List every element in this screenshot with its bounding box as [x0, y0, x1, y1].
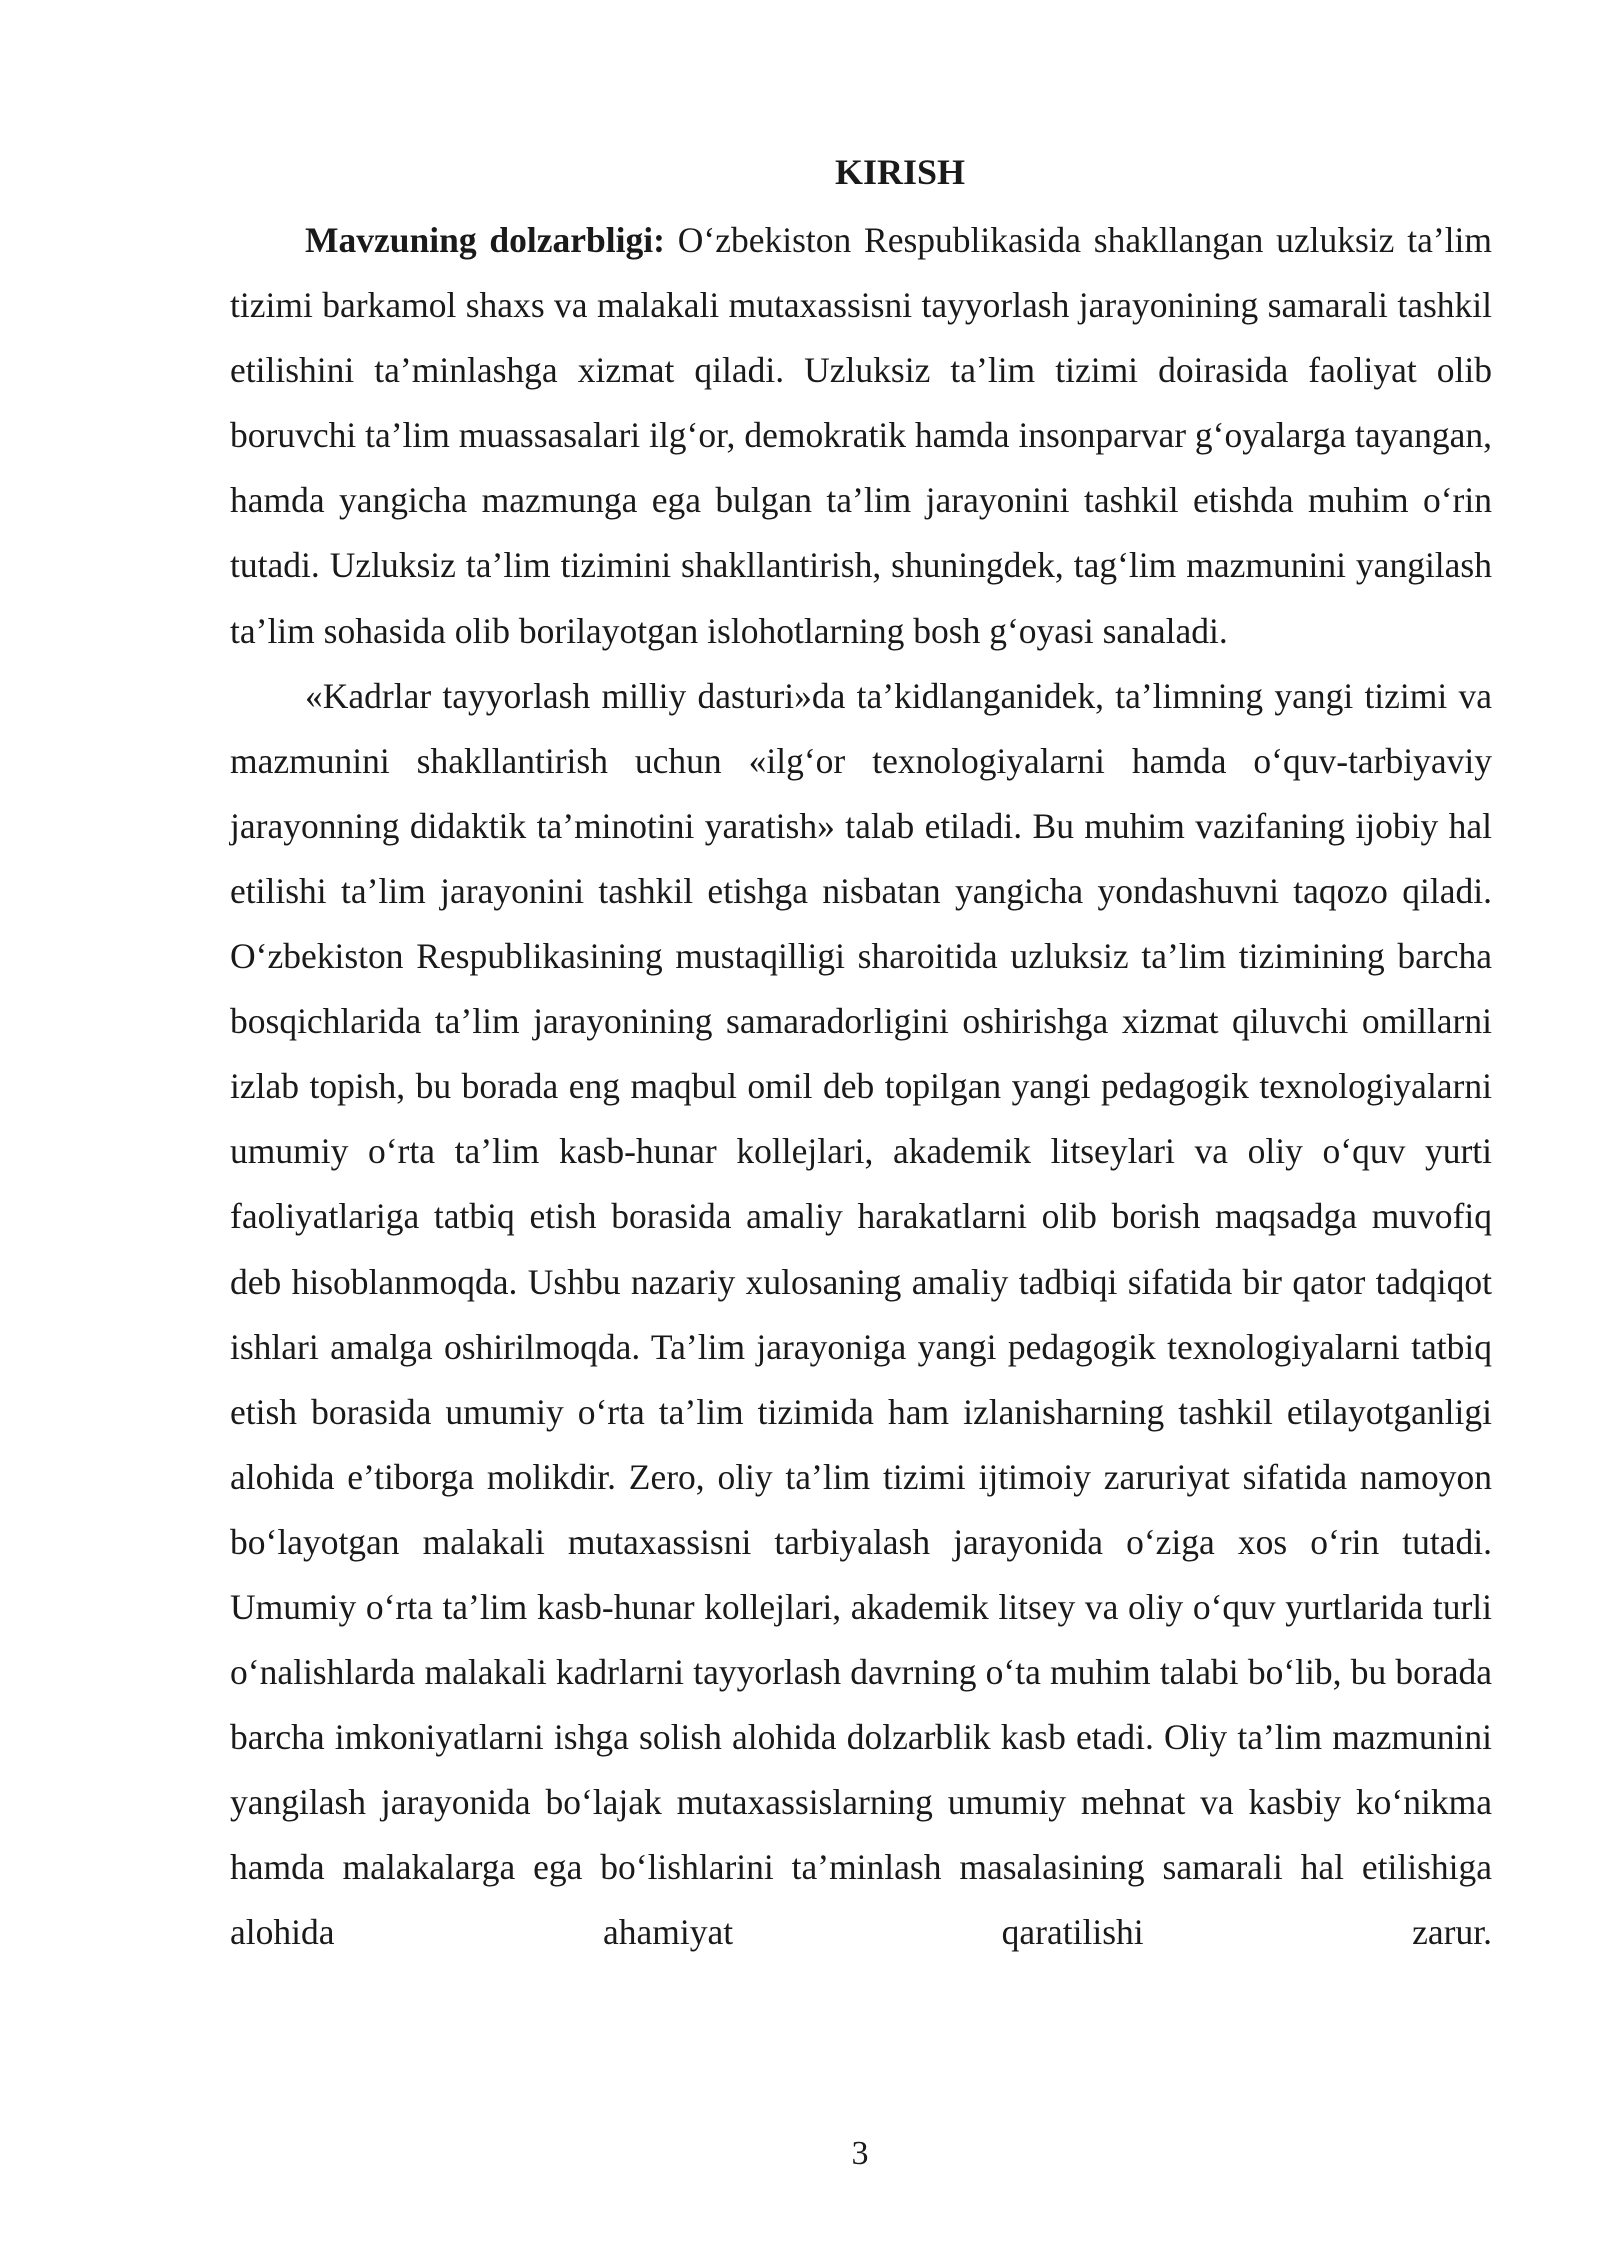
paragraph-text: O‘zbekiston Respublikasida shakllangan uzluksiz ta’lim tizimi barkamol shaxs va malakali mutaxassisni tayyorlash jarayonining samarali tashkil etilishini ta’minlashga xizmat qiladi. Uzluksiz ta’lim tizimi doirasida faoliyat olib boruvchi ta’lim muassasalari ilg‘or, demokratik hamda insonparvar g‘oyalarga tayangan, hamda yangicha mazmunga ega bulgan ta’lim jarayonini tashkil etishda muhim o‘rin tutadi. Uzluksiz ta’lim tizimini shakllantirish, shuningdek, tag‘lim mazmunini yangilash ta’lim sohasida olib borilayotgan islohotlarning bosh g‘oyasi sanaladi.	[230, 220, 1492, 651]
page-number: 3	[851, 2135, 869, 2172]
paragraph-relevance	[230, 208, 1492, 664]
paragraph-text: «Kadrlar tayyorlash milliy dasturi»da ta’kidlanganidek, ta’limning yangi tizimi va mazmunini shakllantirish uchun «ilg‘or texnologiyalarni hamda o‘quv-tarbiyaviy jarayonning didaktik ta’minotini yaratish» talab etiladi. Bu muhim vazifaning ijobiy hal etilishi ta’lim jarayonini tashkil etishga nisbatan yangicha yondashuvni taqozo qiladi. O‘zbekiston Respublikasining mustaqilligi sharoitida uzluksiz ta’lim tizimining barcha bosqichlarida ta’lim jarayonining samaradorligini oshirishga xizmat qiluvchi omillarni izlab topish, bu borada eng maqbul omil deb topilgan yangi pedagogik texnologiyalarni umumiy o‘rta ta’lim kasb-hunar kollejlari, akademik litseylari va oliy o‘quv yurti faoliyatlariga tatbiq etish borasida amaliy harakatlarni olib borish maqsadga muvofiq deb hisoblanmoqda. Ushbu nazariy xulosaning amaliy tadbiqi sifatida bir qator tadqiqot ishlari amalga oshirilmoqda. Ta’lim jarayoniga yangi pedagogik texnologiyalarni tatbiq etish borasida umumiy o‘rta ta’lim tizimida ham izlanisharning tashkil etilayotganligi alohida e’tiborga molikdir. Zero, oliy ta’lim tizimi ijtimoiy zaruriyat sifatida namoyon bo‘layotgan malakali mutaxassisni tarbiyalash jarayonida o‘ziga xos o‘rin tutadi. Umumiy o‘rta ta’lim kasb-hunar kollejlari, akademik litsey va oliy o‘quv yurtlarida turli o‘nalishlarda malakali kadrlarni tayyorlash davrning o‘ta muhim talabi bo‘lib, bu borada barcha imkoniyatlarni ishga solish alohida dolzarblik kasb etadi. Oliy ta’lim mazmunini yangilash jarayonida bo‘lajak mutaxassislarning umumiy mehnat va kasbiy ko‘nikma hamda malakalarga ega bo‘lishlarini ta’minlash masalasining samarali hal etilishiga alohida ahamiyat qaratilishi zarur.	[230, 675, 1492, 1953]
document-body	[230, 208, 1492, 1966]
paragraph-program	[230, 664, 1492, 1966]
page-title: KIRISH	[834, 152, 966, 192]
paragraph-lead: Mavzuning dolzarbligi:	[305, 220, 665, 260]
